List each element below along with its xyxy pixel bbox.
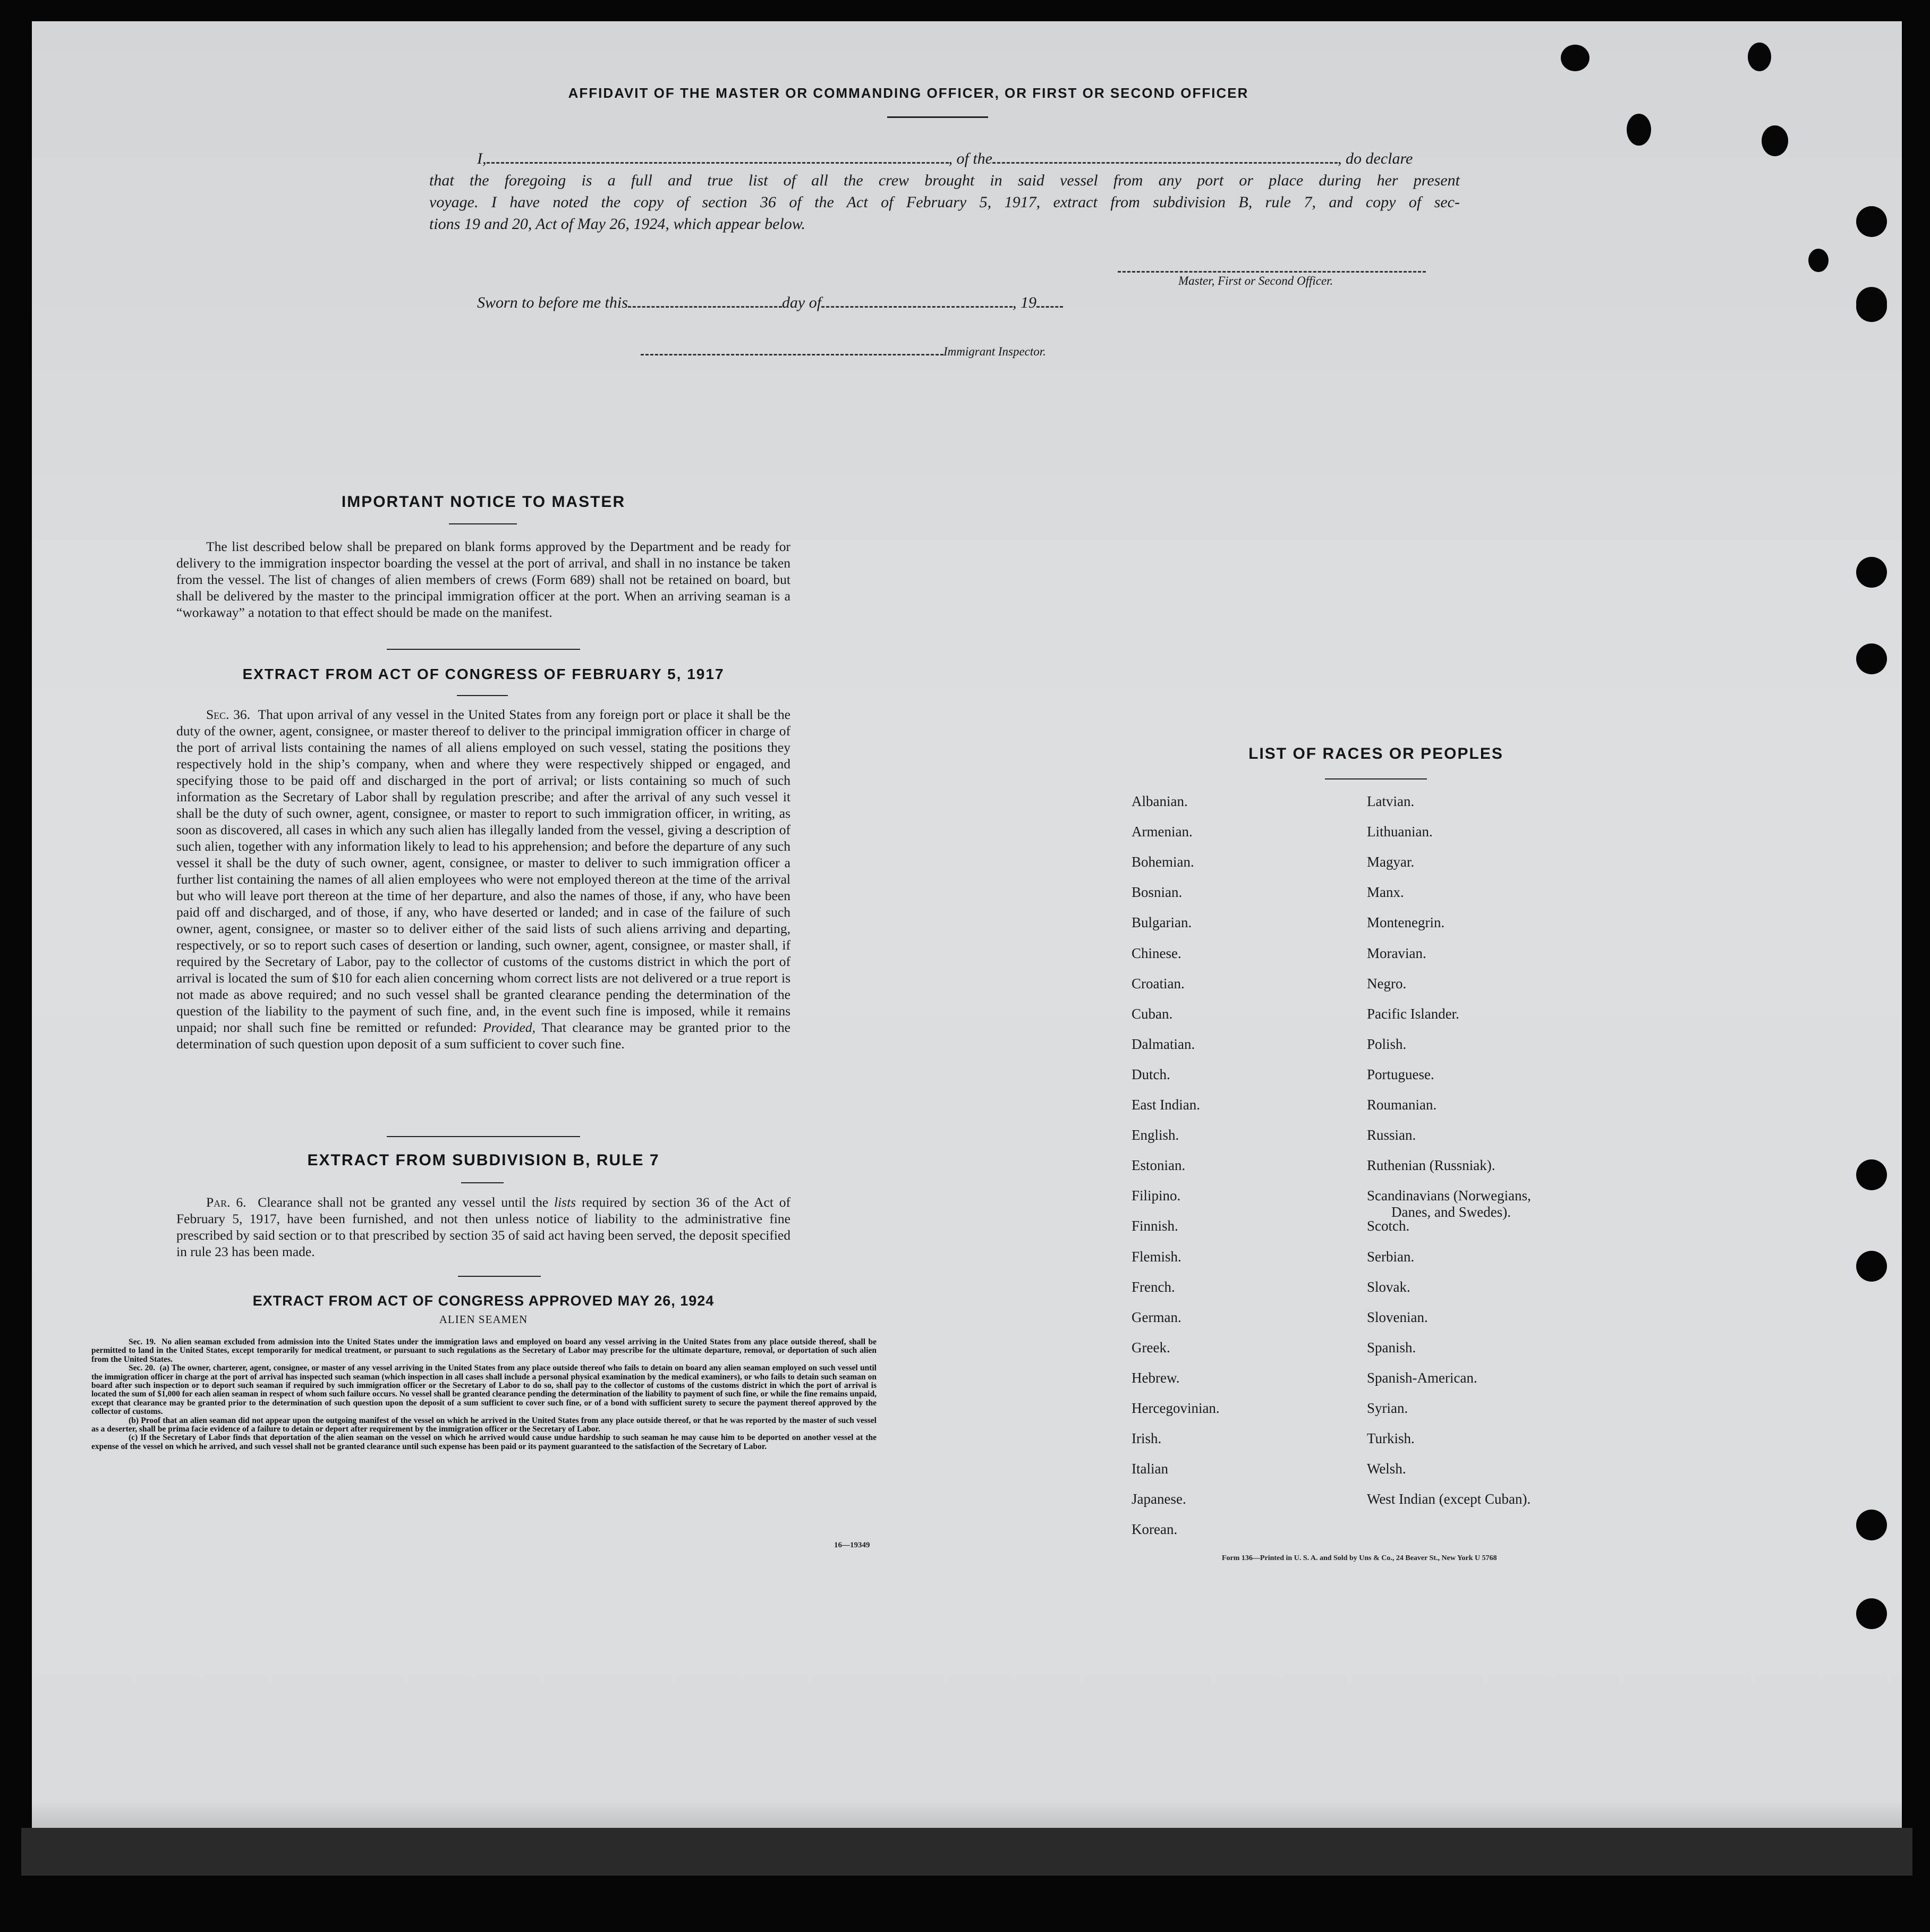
notice-text: The list described below shall be prepared on blank forms approved by the Department and be ready for delivery to the immigration inspector boarding the vessel at the port of arrival, and shall in no instance be taken from the vessel. The list of changes of alien members of crews (Form 689) shall not be retained on board, but shall be delivered by the master to the principal immigration officer at the port. When an arriving seaman is a “workaway” a notation to that effect should be made on the manifest. [176,539,790,620]
race-item: Finnish. [1132,1218,1178,1234]
race-item: Bosnian. [1132,884,1183,900]
divider [1325,778,1427,779]
paragraph-label: Par. 6. [206,1194,246,1210]
divider [387,649,580,650]
race-item: Serbian. [1367,1249,1415,1265]
punch-hole [1856,557,1887,588]
sworn-text: day of [781,294,822,311]
punch-hole [1856,1251,1887,1282]
race-item: Pacific Islander. [1367,1006,1459,1022]
punch-hole [1856,1159,1887,1190]
race-item: Spanish. [1367,1340,1416,1355]
race-item: Scandinavians (Norwegians, [1367,1188,1531,1204]
divider [887,116,988,118]
race-item: Ruthenian (Russniak). [1367,1157,1495,1173]
act-1924-title: EXTRACT FROM ACT OF CONGRESS APPROVED MAY 26, 1924 [252,1293,715,1309]
sworn-month-blank[interactable] [821,293,1013,308]
sworn-day-blank[interactable] [628,293,782,308]
section-text: No alien seaman excluded from admission into the United States under the immigration laws and employed on board any vessel arriving in the United States from any place outside thereof, shall be permitted to land in the United States, except temporarily for medical treatment, or pursuant to such regulations as the Secretary of Labor may prescribe for the ultimate departure, removal, or deportation of such alien from the United States. [91,1337,877,1364]
race-item: Manx. [1367,884,1404,900]
race-item: Latvian. [1367,793,1415,809]
race-item: Bulgarian. [1132,914,1192,930]
race-item: Hebrew. [1132,1370,1180,1386]
form-imprint: Form 136—Printed in U. S. A. and Sold by Uns & Co., 24 Beaver St., New York U 5768 [1222,1554,1497,1562]
section-text: (c) If the Secretary of Labor finds that deportation of the alien seaman on the vessel on which he arrived would cause undue hardship to such seaman he may cause him to be deported on another vessel at the expense of the vessel on which he arrived, and such vessel shall not be granted clearance until such expense has been paid or its payment guaranteed to the satisfaction of the Secretary of Labor. [91,1433,877,1451]
proviso-text: That clearance may be granted prior to the determination of such question upon deposit of a sum sufficient to cover such fine. [176,1020,790,1052]
race-item: Spanish-American. [1367,1370,1477,1386]
affidavit-declaration [429,148,1460,235]
race-item: English. [1132,1127,1179,1143]
race-item: Irish. [1132,1430,1162,1446]
notice-body [176,538,790,621]
divider [457,695,508,696]
race-item: Hercegovinian. [1132,1400,1220,1416]
sworn-year-blank[interactable] [1036,293,1063,308]
scan-edge [21,1828,1912,1876]
inspector-signature-blank[interactable] [641,341,943,355]
declaration-text: , of the [948,150,992,167]
act-1924-subtitle: ALIEN SEAMEN [439,1313,528,1326]
race-item: Dutch. [1132,1066,1170,1082]
race-item: Magyar. [1367,854,1415,870]
race-item: Lithuanian. [1367,824,1433,840]
race-item: Turkish. [1367,1430,1415,1446]
punch-hole [1856,643,1887,674]
race-item: Scotch. [1367,1218,1410,1234]
print-code: 16—19349 [834,1541,870,1549]
section-text: (b) Proof that an alien seaman did not appear upon the outgoing manifest of the vessel on which he arrived in the United States from any place outside thereof, or that he was reported by the master of such vessel as a deserter, shall be prima facie evidence of a failure to detain or deport after requirement by the immigration officer or the Secretary of Labor. [91,1416,877,1434]
inspector-caption: Immigrant Inspector. [943,345,1046,358]
race-item: Italian [1132,1461,1168,1477]
races-title: LIST OF RACES OR PEOPLES [1248,745,1503,762]
name-blank[interactable] [487,149,949,164]
declaration-text: , do declare [1338,150,1413,167]
rule7-body [176,1194,790,1260]
rule7-title: EXTRACT FROM SUBDIVISION B, RULE 7 [307,1151,660,1169]
rule7-text: Clearance shall not be granted any vessel until the [258,1194,549,1210]
declaration-line-1 [477,148,1460,170]
declaration-text: I, [477,150,487,167]
divider [458,1276,541,1277]
race-item: Danes, and Swedes). [1391,1204,1511,1220]
race-item: German. [1132,1309,1181,1325]
rule7-text: required by section 36 of the Act of February 5, 1917, have been furnished, and not then unless notice of liability to the administrative fine prescribed by said section or to that prescribed by section 35 of said act having been served, the deposit specified in rule 23 has been made. [176,1194,791,1259]
race-item: East Indian. [1132,1097,1200,1113]
race-item: Polish. [1367,1036,1407,1052]
divider [387,1136,580,1137]
inspector-line [641,341,1046,359]
race-item: Dalmatian. [1132,1036,1195,1052]
vessel-blank[interactable] [992,149,1338,164]
race-item: Slovak. [1367,1279,1410,1295]
race-item: Estonian. [1132,1157,1186,1173]
race-item: Filipino. [1132,1188,1181,1204]
section-label: Sec. 36. [206,707,250,722]
race-item: Slovenian. [1367,1309,1428,1325]
ink-blot [1808,249,1829,272]
race-item: Montenegrin. [1367,914,1445,930]
sworn-text: , 19 [1013,294,1037,311]
punch-hole [1856,1510,1887,1540]
race-item: Welsh. [1367,1461,1406,1477]
section-label: Sec. 20. [129,1363,155,1373]
master-signature-caption: Master, First or Second Officer. [1178,274,1333,287]
ink-blot [1561,45,1589,71]
act-1924-body [91,1338,877,1451]
race-item: Cuban. [1132,1006,1173,1022]
divider [449,523,517,524]
act-1917-body [176,706,790,1052]
race-item: Moravian. [1367,945,1426,961]
race-item: Albanian. [1132,793,1188,809]
sworn-text: Sworn to before me this [477,294,628,311]
race-item: Greek. [1132,1340,1170,1355]
race-item: French. [1132,1279,1175,1295]
ink-blot [1627,114,1651,146]
section-label: Sec. 19. [129,1337,156,1346]
race-item: Flemish. [1132,1249,1181,1265]
punch-hole [1856,1598,1887,1629]
ink-blot [1762,125,1788,156]
ink-blot [1858,206,1885,235]
section-text: That upon arrival of any vessel in the United States from any foreign port or place it shall be the duty of the owner, agent, consignee, or master thereof to deliver to the principal immigration officer in charge of the port of arrival lists containing the names of all aliens employed on such vessel, stating the positions they respectively hold in the ship’s company, when and where they were respectively shipped or engaged, and specifying those to be paid off and discharged in the port of arrival; or lists containing so much of such information as the Secretary of Labor shall by regulation prescribe; and after the arrival of any such vessel it shall be the duty of such owner, agent, consignee, or master to report to such immigration officer, in writing, as soon as discovered, all cases in which any such alien has illegally landed from the vessel, giving a description of such alien, together with any information likely to lead to his apprehension; and before the departure of any such vessel it shall be the duty of such owner, agent, consignee, or master to deliver to such immigration officer a further list containing the names of all alien employees who were not employed thereon at the time of the arrival but who will leave port thereon at the time of her departure, and also the names of those, if any, who have been paid off and discharged, and of those, if any, who have deserted or landed; and in case of the failure of such owner, agent, consignee, or master so to deliver either of the said lists of such aliens arriving and departing, respectively, or so to report such cases of desertion or landing, such owner, agent, consignee, or master shall, if required by the Secretary of Labor, pay to the collector of customs of the customs district in which the port of arrival is located the sum of $10 for each alien concerning whom correct lists are not delivered or a true report is not made as above required; and no such vessel shall be granted clearance pending the determination of the question of the liability to the payment of such fine, and, in the event such fine is imposed, while it remains unpaid; nor shall such fine be remitted or refunded: [176,707,790,1035]
ink-blot [1748,43,1771,71]
race-item: Syrian. [1367,1400,1408,1416]
race-item: Portuguese. [1367,1066,1434,1082]
race-item: Armenian. [1132,824,1193,840]
section-text: (a) The owner, charterer, agent, consignee, or master of any vessel arriving in the United States from any place outside thereof who fails to detain on board any alien seaman employed on such vessel until the immigration officer in charge at the port of arrival has inspected such seaman (which inspection in all cases shall include a personal physical examination by the medical examiners), or who fails to detain such seaman on board after such inspection or to deport such seaman if required by such immigration officer or the Secretary of Labor to do so, shall pay to the collector of customs of the customs district in which the port of arrival is located the sum of $1,000 for each alien seaman in respect of whom such failure occurs. No vessel shall be granted clearance pending the determination of the liability to payment of such fine, or while the fine remains unpaid, except that clearance may be granted prior to the determination of such question upon the deposit of a sum sufficient to cover such fine, or of a bond with sufficient surety to secure the payment thereof approved by the collector of customs. [91,1363,877,1417]
race-item: Russian. [1367,1127,1416,1143]
race-item: Croatian. [1132,976,1185,992]
rule7-text: lists [554,1194,576,1210]
race-item: Negro. [1367,976,1407,992]
race-item: Bohemian. [1132,854,1194,870]
race-item: West Indian (except Cuban). [1367,1491,1531,1507]
act-1917-title: EXTRACT FROM ACT OF CONGRESS OF FEBRUARY 5, 1917 [242,666,725,682]
divider [461,1182,504,1183]
notice-title: IMPORTANT NOTICE TO MASTER [341,493,626,511]
proviso-label: Provided, [483,1020,535,1035]
master-signature-line[interactable] [1118,258,1426,273]
race-item: Roumanian. [1367,1097,1437,1113]
race-item: Japanese. [1132,1491,1186,1507]
race-item: Korean. [1132,1521,1178,1537]
ink-blot [1856,287,1887,319]
affidavit-title: AFFIDAVIT OF THE MASTER OR COMMANDING OFFICER, OR FIRST OR SECOND OFFICER [568,85,1249,101]
race-item: Chinese. [1132,945,1181,961]
declaration-line-4: tions 19 and 20, Act of May 26, 1924, which appear below. [429,215,806,233]
declaration-line-2: that the foregoing is a full and true list of all the crew brought in said vessel from any port or place during her present [429,172,1460,189]
declaration-line-3: voyage. I have noted the copy of section 36 of the Act of February 5, 1917, extract from subdivision B, rule 7, and copy of sec- [429,193,1460,211]
sworn-line [477,293,1063,312]
